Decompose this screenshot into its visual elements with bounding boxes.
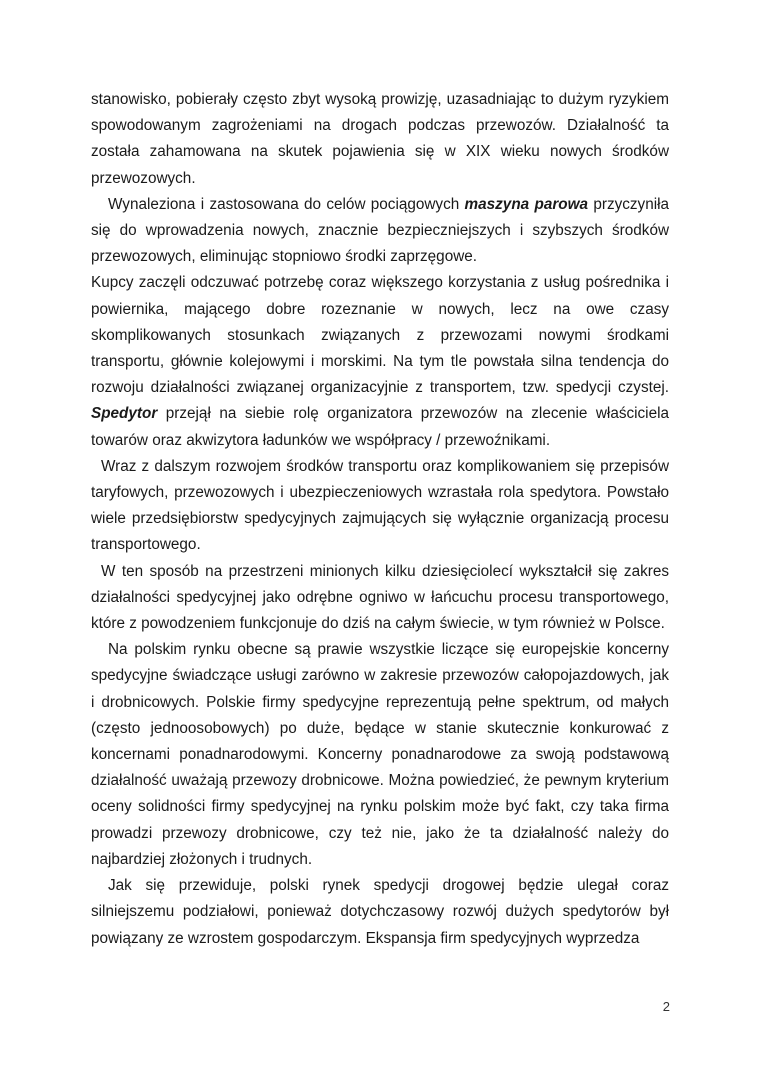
term-maszyna-parowa: maszyna parowa [464,195,589,213]
paragraph-3-rest: przejął na siebie rolę organizatora przewozów na zlecenie właściciela towarów oraz akwizytora ładunków we współpracy / przewoźnikami. [91,405,669,449]
paragraph-4: Wraz z dalszym rozwojem środków transportu oraz komplikowaniem się przepisów taryfowych, przewozowych i ubezpieczeniowych wzrastała rola spedytora. Powstało wiele przedsiębiorstw spedycyjnych zajmujących się wyłącznie organizacją procesu transportowego. [91,457,669,554]
paragraph-6: Na polskim rynku obecne są prawie wszystkie liczące się europejskie koncerny spedycyjne świadczące usługi zarówno w zakresie przewozów całopojazdowych, jak i drobnicowych. Polskie firmy spedycyjne reprezentują pełne spektrum, od małych (często jednoosobowych) po duże, będące w stanie skutecznie konkurować z koncernami ponadnarodowymi. Koncerny ponadnarodowe za swoją podstawową działalność uważają przewozy drobnicowe. Można powiedzieć, że pewnym kryterium oceny solidności firmy spedycyjnej na rynku polskim może być fakt, czy taka firma prowadzi przewozy drobnicowe, czy też nie, jako że ta działalność należy do najbardziej złożonych i trudnych. [91,641,669,868]
document-body [91,87,669,952]
paragraph-3-text: Kupcy zaczęli odczuwać potrzebę coraz większego korzystania z usług pośrednika i powiernika, mającego dobre rozeznanie w nowych, lecz na owe czasy skomplikowanych stosunkach związanych z przewozami nowymi środkami transportu, głównie kolejowymi i morskimi. Na tym tle powstała silna tendencja do rozwoju działalności związanej organizacyjnie z transportem, tzw. spedycji czystej. [91,274,669,397]
page-number: 2 [662,999,670,1014]
paragraph-2-lead: Wynaleziona i zastosowana do celów pociągowych [108,195,465,213]
paragraph-7: Jak się przewiduje, polski rynek spedycji drogowej będzie ulegał coraz silniejszemu podziałowi, ponieważ dotychczasowy rozwój dużych spedytorów był powiązany ze wzrostem gospodarczym. Ekspansja firm spedycyjnych wyprzedza [91,877,669,947]
paragraph-3 [91,270,669,453]
term-spedytor: Spedytor [91,405,158,423]
paragraph-5: W ten sposób na przestrzeni minionych kilku dziesięciolecí wykształcił się zakres działalności spedycyjnej jako odrębne ogniwo w łańcuchu procesu transportowego, które z powodzeniem funkcjonuje do dziś na całym świecie, w tym również w Polsce. [91,562,669,633]
paragraph-2-rest: przyczyniła się do wprowadzenia nowych, znacznie bezpieczniejszych i szybszych środków przewozowych, eliminując stopniowo środki zaprzęgowe. [91,195,670,266]
paragraph-1: stanowisko, pobierały często zbyt wysoką prowizję, uzasadniając to dużym ryzykiem spowodowanym zagrożeniami na drogach podczas przewozów. Działalność ta została zahamowana na skutek pojawienia się w XIX wieku nowych środków przewozowych. [91,91,669,187]
paragraph-2 [91,192,669,271]
